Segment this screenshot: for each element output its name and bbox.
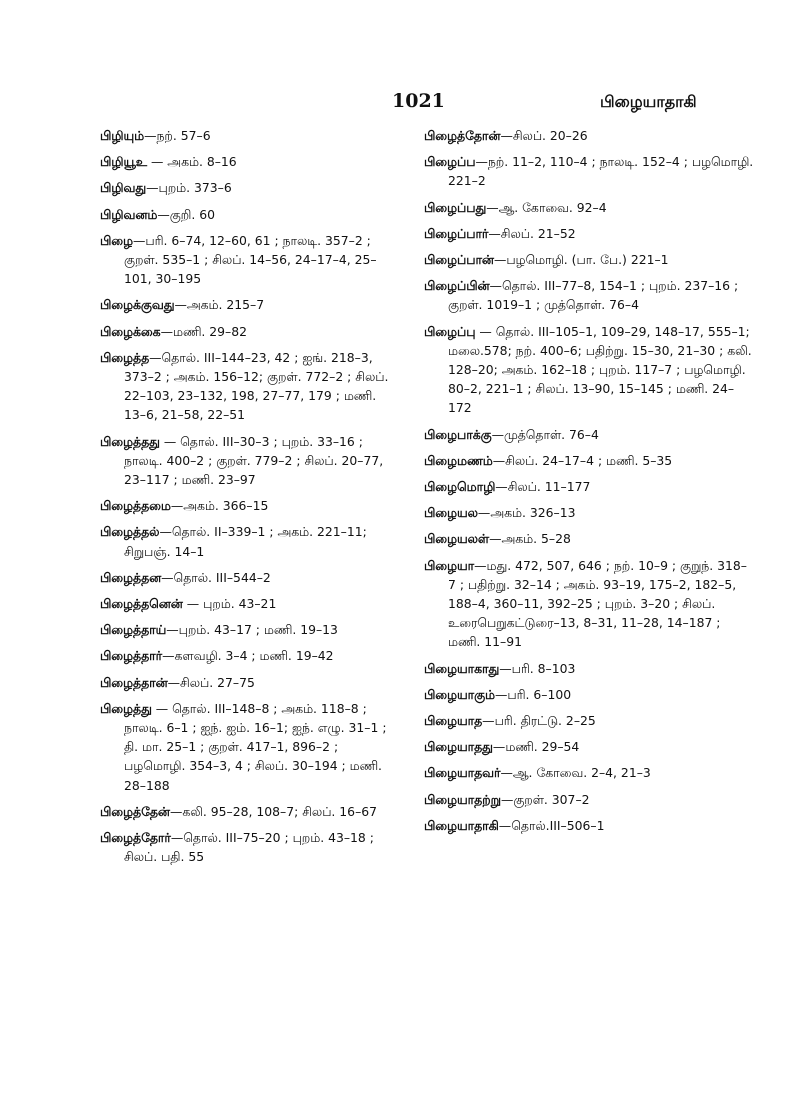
index-entry — [100, 594, 396, 613]
entry-references: — தொல். III–148–8 ; அகம். 118–8 ; நாலடி. 6–1 ; ஐந். ஐம். 16–1; ஐந். எழு. 31–1 ; தி. மா. 25–1 ; குறள். 417–1, 896–2 ; பழமொழி. 354–3, 4 ; சிலப். 30–194 ; மணி. 28–188 — [124, 700, 387, 793]
entry-references: —சிலப். 24–17–4 ; மணி. 5–35 — [492, 452, 673, 468]
entry-headword: பிழைத்த — [100, 349, 150, 365]
entry-headword: பிழைப்பது — [424, 199, 487, 215]
entry-headword: பிழியூஉ — [100, 154, 148, 170]
index-entry — [100, 496, 396, 515]
entry-headword: பிழைத்தோன் — [424, 128, 501, 143]
entry-headword: பிழைபாக்கு — [424, 426, 492, 442]
entry-references: —நற். 57–6 — [144, 128, 211, 143]
index-entry — [424, 685, 754, 704]
entry-references: — தொல். III–105–1, 109–29, 148–17, 555–1; மலை.578; நற். 400–6; பதிற்று. 15–30, 21–30 ; கலி. 128–20; அகம். 162–18 ; புறம். 117–7 ; பழமொழி. 80–2, 221–1 ; சிலப். 13–90, 15–145 ; மணி. 24–172 — [448, 323, 752, 416]
entry-references: —மணி. 29–82 — [160, 323, 247, 339]
entry-references: —அகம். 326–13 — [477, 505, 576, 521]
page-number: 1021 — [392, 90, 445, 112]
index-entry — [424, 224, 754, 243]
entry-headword: பிழைப்பின் — [424, 278, 490, 294]
entry-references: —பரி. 8–103 — [499, 660, 576, 676]
index-entry — [424, 737, 754, 756]
index-entry — [100, 322, 396, 341]
entry-headword: பிழைக்கை — [100, 323, 161, 339]
entry-references: —தொல். II–339–1 ; அகம். 221–11; சிறுபஞ். 14–1 — [124, 524, 367, 559]
index-entry — [424, 477, 754, 496]
entry-headword: பிழையலள் — [424, 531, 490, 547]
index-entry — [100, 295, 396, 314]
entry-references: —நற். 11–2, 110–4 ; நாலடி. 152–4 ; பழமொழி. 221–2 — [448, 154, 754, 189]
entry-references: —தொல். III–77–8, 154–1 ; புறம். 237–16 ; குறள். 1019–1 ; முத்தொள். 76–4 — [448, 278, 739, 313]
index-entry — [100, 802, 396, 821]
entry-headword: பிழைமணம் — [424, 452, 493, 468]
entry-references: —புறம். 373–6 — [146, 180, 232, 196]
entry-references: —தொல். III–144–23, 42 ; ஐங். 218–3, 373–2 ; அகம். 156–12; குறள். 772–2 ; சிலப். 22–103, 23–132, 198, 27–77, 179 ; மணி. 13–6, 21–58, 22–51 — [124, 349, 389, 423]
index-entry — [424, 790, 754, 809]
entry-references: —பழமொழி. (பா. பே.) 221–1 — [493, 252, 669, 268]
entry-references: — அகம். 8–16 — [147, 154, 237, 170]
index-entry — [100, 828, 396, 866]
entry-headword: பிழைத்தமை — [100, 498, 171, 514]
entry-headword: பிழையாதவர் — [424, 765, 501, 781]
entry-headword: பிழியும் — [100, 128, 145, 143]
entry-references: —அகம். 215–7 — [174, 297, 265, 313]
index-entry — [100, 673, 396, 692]
index-entry — [100, 178, 396, 197]
entry-headword: பிழை — [100, 232, 133, 248]
entry-headword: பிழையா — [424, 557, 475, 573]
index-entry — [100, 568, 396, 587]
index-entry — [424, 322, 754, 418]
index-entry — [100, 432, 396, 490]
entry-headword: பிழைப்ப — [424, 154, 476, 170]
entry-headword: பிழையாதற்று — [424, 791, 501, 807]
entry-references: —குறி. 60 — [157, 206, 215, 222]
entry-headword: பிழையாதாகி — [424, 817, 499, 833]
index-entry — [424, 250, 754, 269]
index-entry — [100, 699, 396, 795]
index-entry — [424, 276, 754, 314]
index-entry — [424, 659, 754, 678]
entry-references: —தொல். III–75–20 ; புறம். 43–18 ; சிலப். பதி. 55 — [124, 830, 374, 865]
entry-headword: பிழையாதது — [424, 739, 493, 755]
entry-references: — புறம். 43–21 — [182, 596, 277, 612]
entry-references: —ஆ. கோவை. 2–4, 21–3 — [500, 765, 651, 781]
index-entry — [100, 348, 396, 425]
entry-references: —புறம். 43–17 ; மணி. 19–13 — [166, 622, 338, 638]
entry-headword: பிழைத்து — [100, 700, 152, 716]
index-column-left — [100, 126, 396, 874]
entry-references: —தொல்.III–506–1 — [498, 817, 605, 833]
entry-headword: பிழைத்தல் — [100, 524, 160, 540]
entry-references: —சிலப். 27–75 — [167, 674, 255, 690]
entry-references: —மணி. 29–54 — [492, 739, 580, 755]
index-entry — [424, 529, 754, 548]
entry-headword: பிழைப்பார் — [424, 225, 489, 241]
entry-headword: பிழைத்தோர் — [100, 830, 171, 846]
index-entry — [100, 646, 396, 665]
entry-references: —பரி. திரட்டு. 2–25 — [482, 713, 596, 729]
index-entry — [100, 231, 396, 289]
index-entry — [424, 126, 754, 145]
entry-headword: பிழைமொழி — [424, 479, 496, 495]
index-entry — [424, 763, 754, 782]
entry-references: —மது. 472, 507, 646 ; நற். 10–9 ; குறுந். 318–7 ; பதிற்று. 32–14 ; அகம். 93–19, 175–2, 182–5, 188–4, 360–11, 392–25 ; புறம். 3–20 ; சிலப். உரைபெறுகட்டுரை–13, 8–31, 11–28, 14–187 ; மணி. 11–91 — [448, 557, 747, 650]
entry-headword: பிழிவனம் — [100, 206, 158, 222]
index-entry — [100, 126, 396, 145]
index-entry — [424, 451, 754, 470]
entry-headword: பிழைத்தன — [100, 569, 162, 585]
index-entry — [100, 522, 396, 560]
index-column-right — [424, 126, 754, 842]
entry-headword: பிழிவது — [100, 180, 147, 196]
entry-references: —சிலப். 20–26 — [500, 128, 588, 143]
entry-headword: பிழைக்குவது — [100, 297, 175, 313]
entry-references: —கலி. 95–28, 108–7; சிலப். 16–67 — [169, 803, 378, 819]
entry-headword: பிழைத்தனென் — [100, 596, 183, 612]
entry-headword: பிழையல — [424, 505, 478, 521]
entry-references: —சிலப். 21–52 — [488, 225, 576, 241]
index-entry — [100, 620, 396, 639]
running-head: பிழையாதாகி — [600, 92, 697, 111]
index-entry — [424, 711, 754, 730]
entry-references: —பரி. 6–100 — [495, 686, 572, 702]
entry-headword: பிழைப்பு — [424, 323, 476, 339]
index-entry — [424, 503, 754, 522]
index-entry — [100, 205, 396, 224]
entry-headword: பிழைத்தாய் — [100, 622, 167, 638]
index-entry — [100, 152, 396, 171]
entry-headword: பிழைத்தேன் — [100, 803, 170, 819]
index-entry — [424, 816, 754, 835]
entry-references: —பரி. 6–74, 12–60, 61 ; நாலடி. 357–2 ; குறள். 535–1 ; சிலப். 14–56, 24–17–4, 25–101, 30–195 — [124, 232, 377, 287]
index-entry — [424, 556, 754, 652]
entry-references: —அகம். 366–15 — [170, 498, 269, 514]
entry-headword: பிழையாகாது — [424, 660, 500, 676]
entry-references: — தொல். III–30–3 ; புறம். 33–16 ; நாலடி. 400–2 ; குறள். 779–2 ; சிலப். 20–77, 23–117 ; மணி. 23–97 — [124, 433, 384, 488]
entry-references: —தொல். III–544–2 — [161, 569, 271, 585]
entry-references: —சிலப். 11–177 — [495, 479, 591, 495]
index-entry — [424, 198, 754, 217]
entry-headword: பிழையாகும் — [424, 686, 496, 702]
entry-headword: பிழையாத — [424, 713, 483, 729]
entry-headword: பிழைப்பான் — [424, 252, 494, 268]
entry-references: —ஆ. கோவை. 92–4 — [486, 199, 607, 215]
entry-headword: பிழைத்தான் — [100, 674, 168, 690]
index-entry — [424, 152, 754, 190]
entry-headword: பிழைத்தது — [100, 433, 160, 449]
entry-references: —அகம். 5–28 — [489, 531, 571, 547]
entry-references: —களவழி. 3–4 ; மணி. 19–42 — [162, 648, 334, 664]
index-entry — [424, 425, 754, 444]
entry-references: —முத்தொள். 76–4 — [491, 426, 599, 442]
entry-references: —குறள். 307–2 — [500, 791, 590, 807]
entry-headword: பிழைத்தார் — [100, 648, 163, 664]
